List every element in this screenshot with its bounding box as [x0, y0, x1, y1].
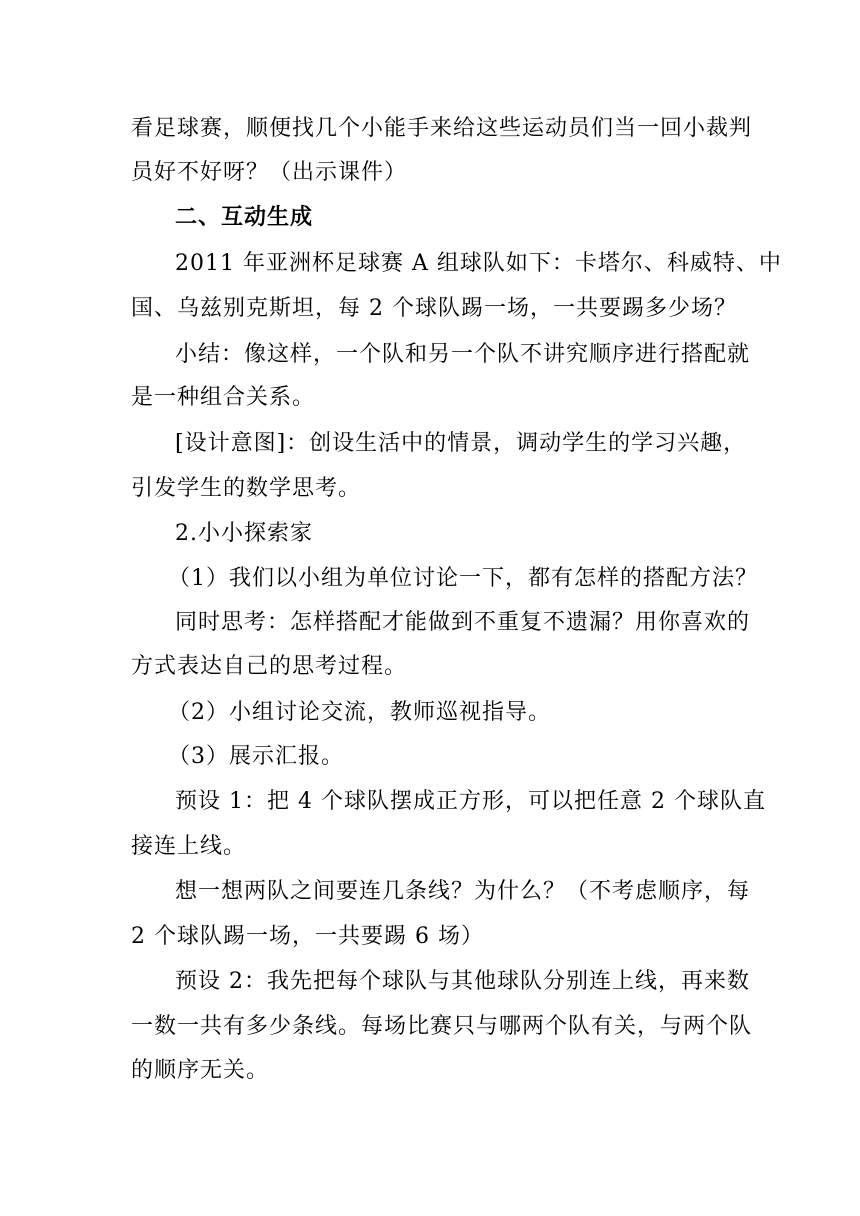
text-line: 看足球赛，顺便找几个小能手来给这些运动员们当一回小裁判	[131, 116, 753, 141]
text-line: 预设 1：把 4 个球队摆成正方形，可以把任意 2 个球队直	[175, 789, 766, 814]
text-line: 同时思考：怎样搭配才能做到不重复不遗漏？用你喜欢的	[175, 610, 751, 635]
text-line: [设计意图]：创设生活中的情景，调动学生的学习兴趣，	[175, 431, 747, 456]
text-line: 国、乌兹别克斯坦，每 2 个球队踢一场，一共要踢多少场？	[131, 296, 737, 321]
text-line: 想一想两队之间要连几条线？为什么？（不考虑顺序，每	[175, 879, 751, 904]
text-line: 引发学生的数学思考。	[131, 476, 362, 501]
text-line: （1）我们以小组为单位讨论一下，都有怎样的搭配方法？	[168, 566, 758, 591]
text-line: 2011 年亚洲杯足球赛 A 组球队如下：卡塔尔、科威特、中	[175, 251, 782, 276]
subsection-heading: 2.小小探索家	[175, 521, 313, 546]
text-line: 一数一共有多少条线。每场比赛只与哪两个队有关，与两个队	[131, 1014, 753, 1039]
text-line: 2 个球队踢一场，一共要踢 6 场）	[131, 924, 484, 949]
section-heading: 二、互动生成	[175, 205, 314, 230]
text-line: 方式表达自己的思考过程。	[131, 654, 408, 679]
text-line: 预设 2：我先把每个球队与其他球队分别连上线，再来数	[175, 969, 750, 994]
text-line: 的顺序无关。	[131, 1058, 270, 1083]
text-line: 员好不好呀？（出示课件）	[131, 160, 408, 185]
text-line: 是一种组合关系。	[131, 385, 316, 410]
text-line: （2）小组讨论交流，教师巡视指导。	[168, 700, 551, 725]
text-line: 接连上线。	[131, 834, 247, 859]
text-line: （3）展示汇报。	[168, 744, 344, 769]
text-line: 小结：像这样，一个队和另一个队不讲究顺序进行搭配就	[175, 342, 751, 367]
